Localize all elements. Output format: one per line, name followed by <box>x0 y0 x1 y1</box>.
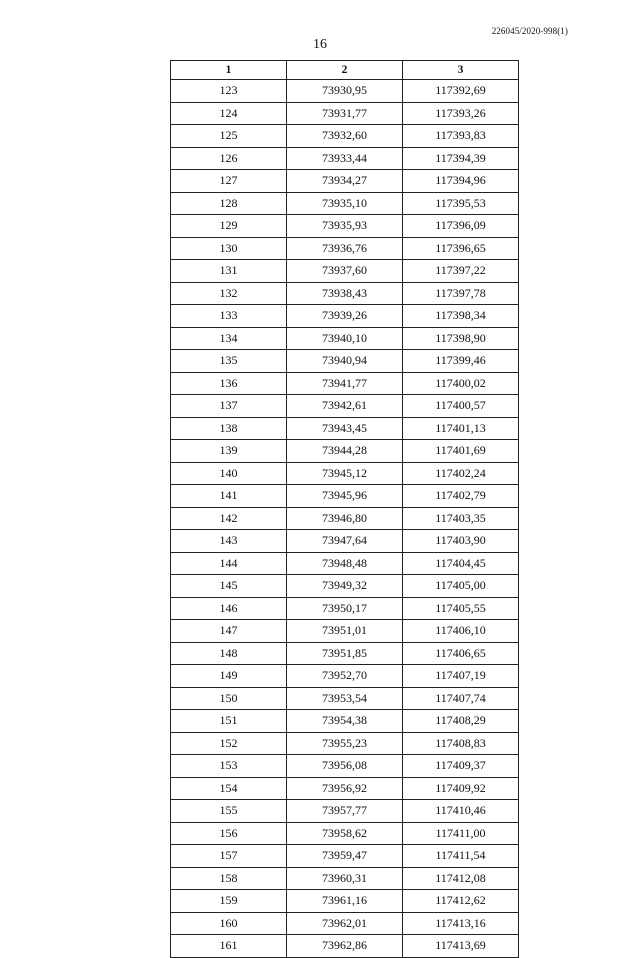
table-cell-col-2: 73942,61 <box>287 395 403 418</box>
table-cell-col-3: 117402,24 <box>403 462 519 485</box>
table-row <box>171 327 519 350</box>
table-row <box>171 395 519 418</box>
table-cell-col-3: 117405,55 <box>403 597 519 620</box>
coordinates-table <box>170 60 519 958</box>
table-cell-col-1: 155 <box>171 800 287 823</box>
table-row <box>171 417 519 440</box>
table-cell-col-1: 141 <box>171 485 287 508</box>
table-cell-col-2: 73950,17 <box>287 597 403 620</box>
column-header-2: 2 <box>287 61 403 80</box>
table-cell-col-3: 117393,26 <box>403 102 519 125</box>
table-cell-col-1: 132 <box>171 282 287 305</box>
table-cell-col-3: 117397,78 <box>403 282 519 305</box>
table-cell-col-3: 117402,79 <box>403 485 519 508</box>
table-body <box>171 80 519 958</box>
table-cell-col-1: 138 <box>171 417 287 440</box>
table-cell-col-2: 73938,43 <box>287 282 403 305</box>
table-cell-col-3: 117408,83 <box>403 732 519 755</box>
table-header <box>171 61 519 80</box>
table-cell-col-2: 73946,80 <box>287 507 403 530</box>
table-row <box>171 102 519 125</box>
table-cell-col-2: 73931,77 <box>287 102 403 125</box>
table-cell-col-3: 117404,45 <box>403 552 519 575</box>
table-cell-col-2: 73940,94 <box>287 350 403 373</box>
table-cell-col-1: 151 <box>171 710 287 733</box>
table-cell-col-2: 73937,60 <box>287 260 403 283</box>
table-row <box>171 732 519 755</box>
table-cell-col-3: 117406,10 <box>403 620 519 643</box>
table-cell-col-3: 117412,08 <box>403 867 519 890</box>
table-cell-col-2: 73951,01 <box>287 620 403 643</box>
table-cell-col-3: 117410,46 <box>403 800 519 823</box>
table-cell-col-1: 136 <box>171 372 287 395</box>
table-row <box>171 575 519 598</box>
table-cell-col-1: 126 <box>171 147 287 170</box>
table-cell-col-3: 117394,39 <box>403 147 519 170</box>
table-cell-col-2: 73952,70 <box>287 665 403 688</box>
table-cell-col-2: 73936,76 <box>287 237 403 260</box>
table-row <box>171 372 519 395</box>
table-row <box>171 867 519 890</box>
table-row <box>171 665 519 688</box>
table-cell-col-1: 131 <box>171 260 287 283</box>
table-cell-col-1: 142 <box>171 507 287 530</box>
table-cell-col-2: 73945,12 <box>287 462 403 485</box>
table-cell-col-2: 73935,10 <box>287 192 403 215</box>
table-row <box>171 237 519 260</box>
table-cell-col-2: 73962,01 <box>287 912 403 935</box>
table-cell-col-2: 73956,92 <box>287 777 403 800</box>
table-row <box>171 192 519 215</box>
table-cell-col-1: 125 <box>171 125 287 148</box>
table-cell-col-3: 117412,62 <box>403 890 519 913</box>
table-cell-col-1: 144 <box>171 552 287 575</box>
table-cell-col-3: 117408,29 <box>403 710 519 733</box>
table-cell-col-3: 117401,13 <box>403 417 519 440</box>
table-cell-col-2: 73930,95 <box>287 80 403 103</box>
table-cell-col-3: 117394,96 <box>403 170 519 193</box>
table-row <box>171 147 519 170</box>
table-row <box>171 777 519 800</box>
table-row <box>171 845 519 868</box>
table-cell-col-1: 135 <box>171 350 287 373</box>
table-row <box>171 530 519 553</box>
table-cell-col-2: 73954,38 <box>287 710 403 733</box>
table-cell-col-1: 150 <box>171 687 287 710</box>
table-cell-col-2: 73939,26 <box>287 305 403 328</box>
table-row <box>171 687 519 710</box>
table-cell-col-2: 73948,48 <box>287 552 403 575</box>
table-cell-col-3: 117403,35 <box>403 507 519 530</box>
table-cell-col-2: 73953,54 <box>287 687 403 710</box>
table-cell-col-1: 146 <box>171 597 287 620</box>
table-cell-col-2: 73932,60 <box>287 125 403 148</box>
table-cell-col-2: 73959,47 <box>287 845 403 868</box>
table-cell-col-1: 130 <box>171 237 287 260</box>
table-row <box>171 597 519 620</box>
table-cell-col-3: 117407,19 <box>403 665 519 688</box>
table-cell-col-2: 73933,44 <box>287 147 403 170</box>
table-cell-col-2: 73961,16 <box>287 890 403 913</box>
table-cell-col-2: 73960,31 <box>287 867 403 890</box>
table-cell-col-1: 152 <box>171 732 287 755</box>
table-cell-col-1: 158 <box>171 867 287 890</box>
table-cell-col-3: 117401,69 <box>403 440 519 463</box>
table-row <box>171 710 519 733</box>
table-cell-col-1: 143 <box>171 530 287 553</box>
table-cell-col-3: 117406,65 <box>403 642 519 665</box>
table-cell-col-1: 127 <box>171 170 287 193</box>
table-cell-col-1: 147 <box>171 620 287 643</box>
table-row <box>171 552 519 575</box>
table-cell-col-1: 156 <box>171 822 287 845</box>
table-cell-col-1: 133 <box>171 305 287 328</box>
table-cell-col-2: 73934,27 <box>287 170 403 193</box>
table-row <box>171 485 519 508</box>
table-cell-col-3: 117409,37 <box>403 755 519 778</box>
table-cell-col-3: 117399,46 <box>403 350 519 373</box>
table-cell-col-3: 117397,22 <box>403 260 519 283</box>
table-cell-col-1: 153 <box>171 755 287 778</box>
table-cell-col-3: 117403,90 <box>403 530 519 553</box>
table-row <box>171 125 519 148</box>
table-cell-col-1: 139 <box>171 440 287 463</box>
table-row <box>171 912 519 935</box>
table-row <box>171 80 519 103</box>
table-cell-col-1: 145 <box>171 575 287 598</box>
table-cell-col-3: 117409,92 <box>403 777 519 800</box>
table-cell-col-1: 159 <box>171 890 287 913</box>
table-cell-col-3: 117405,00 <box>403 575 519 598</box>
table-row <box>171 350 519 373</box>
table-cell-col-3: 117407,74 <box>403 687 519 710</box>
table-row <box>171 822 519 845</box>
table-cell-col-3: 117398,34 <box>403 305 519 328</box>
table-cell-col-1: 140 <box>171 462 287 485</box>
table-cell-col-3: 117400,02 <box>403 372 519 395</box>
table-cell-col-1: 148 <box>171 642 287 665</box>
table-cell-col-2: 73958,62 <box>287 822 403 845</box>
table-cell-col-1: 137 <box>171 395 287 418</box>
table-row <box>171 507 519 530</box>
table-row <box>171 755 519 778</box>
table-cell-col-3: 117393,83 <box>403 125 519 148</box>
column-header-1: 1 <box>171 61 287 80</box>
table-cell-col-3: 117398,90 <box>403 327 519 350</box>
page-number: 16 <box>313 37 327 52</box>
table-cell-col-1: 157 <box>171 845 287 868</box>
table-cell-col-1: 161 <box>171 935 287 958</box>
table-cell-col-3: 117411,00 <box>403 822 519 845</box>
table-cell-col-3: 117395,53 <box>403 192 519 215</box>
table-row <box>171 282 519 305</box>
table-cell-col-2: 73962,86 <box>287 935 403 958</box>
table-cell-col-3: 117413,16 <box>403 912 519 935</box>
table-cell-col-2: 73957,77 <box>287 800 403 823</box>
table-row <box>171 215 519 238</box>
table-row <box>171 935 519 958</box>
table-row <box>171 462 519 485</box>
table-cell-col-1: 149 <box>171 665 287 688</box>
table-cell-col-3: 117413,69 <box>403 935 519 958</box>
table-cell-col-2: 73955,23 <box>287 732 403 755</box>
table-row <box>171 260 519 283</box>
table-row <box>171 800 519 823</box>
table-row <box>171 305 519 328</box>
table-row <box>171 440 519 463</box>
header-row <box>171 61 519 80</box>
table-row <box>171 620 519 643</box>
document-reference: 226045/2020-998(1) <box>491 26 568 36</box>
table-row <box>171 642 519 665</box>
table-cell-col-3: 117400,57 <box>403 395 519 418</box>
table-cell-col-2: 73956,08 <box>287 755 403 778</box>
table-row <box>171 890 519 913</box>
table-cell-col-3: 117411,54 <box>403 845 519 868</box>
table-cell-col-1: 128 <box>171 192 287 215</box>
table-cell-col-2: 73951,85 <box>287 642 403 665</box>
table-cell-col-2: 73943,45 <box>287 417 403 440</box>
table-cell-col-1: 123 <box>171 80 287 103</box>
table-cell-col-3: 117392,69 <box>403 80 519 103</box>
table-cell-col-3: 117396,09 <box>403 215 519 238</box>
table-cell-col-2: 73947,64 <box>287 530 403 553</box>
table-cell-col-2: 73945,96 <box>287 485 403 508</box>
table-cell-col-1: 134 <box>171 327 287 350</box>
table-cell-col-2: 73949,32 <box>287 575 403 598</box>
table-cell-col-3: 117396,65 <box>403 237 519 260</box>
table-cell-col-2: 73941,77 <box>287 372 403 395</box>
table-cell-col-2: 73935,93 <box>287 215 403 238</box>
table-cell-col-1: 160 <box>171 912 287 935</box>
table-cell-col-1: 154 <box>171 777 287 800</box>
table-row <box>171 170 519 193</box>
table-cell-col-2: 73944,28 <box>287 440 403 463</box>
table-cell-col-2: 73940,10 <box>287 327 403 350</box>
table-cell-col-1: 129 <box>171 215 287 238</box>
table-cell-col-1: 124 <box>171 102 287 125</box>
column-header-3: 3 <box>403 61 519 80</box>
